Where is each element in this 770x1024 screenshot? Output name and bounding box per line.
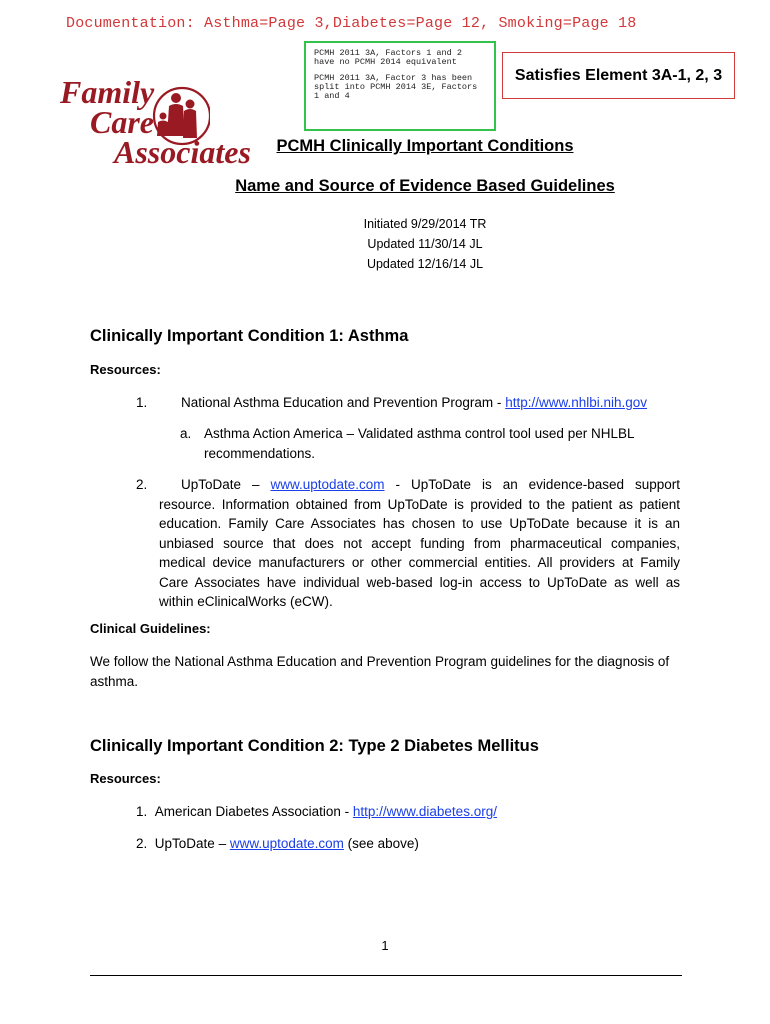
clinical-guidelines-label: Clinical Guidelines: bbox=[90, 621, 211, 636]
condition-1-resources-label: Resources: bbox=[90, 362, 161, 377]
element-satisfies-box bbox=[502, 52, 735, 99]
uptodate-link[interactable]: www.uptodate.com bbox=[229, 836, 344, 851]
condition-2-resources-label: Resources: bbox=[90, 771, 161, 786]
page-number: 1 bbox=[381, 938, 389, 953]
pcmh-note-box bbox=[304, 41, 496, 131]
logo-care-text: Care bbox=[90, 104, 154, 140]
resource-prefix: UpToDate – bbox=[181, 477, 271, 492]
clinical-guidelines-text: We follow the National Asthma Education and Prevention Program guidelines for the diagnosis of asthma. bbox=[90, 654, 670, 689]
resource-text: - UpToDate is an evidence-based support resource. Information obtained from UpToDate is provided to the patient as patient education. Family Care Associates has chosen to use UpToDate because it is an unbiased source that does not accept funding from pharmaceutical companies, medical device manufacturers or other commercial entities. All providers at Family Care Associates have individual web-based log-in access to UpToDate as well as within eClinicalWorks (eCW). bbox=[159, 477, 680, 609]
diabetes-link[interactable]: http://www.diabetes.org/ bbox=[352, 804, 497, 819]
condition-1-heading: Clinically Important Condition 1: Asthma bbox=[90, 327, 409, 345]
list-number: 1. bbox=[136, 395, 148, 410]
element-satisfies-text: Satisfies Element 3A-1, 2, 3 bbox=[514, 66, 723, 84]
diabetes-resource-2 bbox=[136, 834, 419, 854]
asthma-resource-2 bbox=[159, 475, 680, 612]
resource-suffix: (see above) bbox=[343, 836, 419, 851]
list-number: 2. bbox=[136, 477, 148, 492]
resource-text: Asthma Action America – Validated asthma control tool used per NHLBL recommendations. bbox=[204, 426, 634, 461]
pcmh-note-line: PCMH 2011 3A, Factor 3 has been split into PCMH 2014 3E, Factors 1 and 4 bbox=[314, 73, 478, 101]
revision-history bbox=[40, 214, 770, 274]
condition-2-heading: Clinically Important Condition 2: Type 2 Diabetes Mellitus bbox=[90, 737, 539, 755]
page-title: PCMH Clinically Important Conditions bbox=[276, 137, 574, 155]
revision-line: Updated 12/16/14 JL bbox=[366, 257, 484, 271]
resource-text: National Asthma Education and Prevention Program - bbox=[181, 395, 506, 410]
documentation-header: Documentation: Asthma=Page 3,Diabetes=Page 12, Smoking=Page 18 bbox=[66, 15, 637, 32]
pcmh-note-line: PCMH 2011 3A, Factors 1 and 2 have no PCMH 2014 equivalent bbox=[314, 48, 462, 67]
footer-divider bbox=[90, 975, 682, 976]
revision-line: Updated 11/30/14 JL bbox=[367, 237, 483, 251]
revision-line: Initiated 9/29/2014 TR bbox=[363, 217, 487, 231]
uptodate-link[interactable]: www.uptodate.com bbox=[270, 477, 385, 492]
logo-associates-text: Associates bbox=[114, 134, 251, 170]
nhlbi-link[interactable]: http://www.nhlbi.nih.gov bbox=[505, 395, 648, 410]
list-number: 2. bbox=[136, 836, 148, 851]
resource-text: UpToDate – bbox=[154, 836, 230, 851]
list-number: 1. bbox=[136, 804, 148, 819]
resource-text: American Diabetes Association - bbox=[154, 804, 353, 819]
list-letter: a. bbox=[180, 426, 192, 441]
family-care-associates-logo bbox=[60, 74, 251, 172]
logo-family-text: Family bbox=[60, 74, 155, 110]
page-subtitle: Name and Source of Evidence Based Guidelines bbox=[235, 177, 615, 195]
diabetes-resource-1 bbox=[136, 802, 497, 822]
asthma-resource-1a bbox=[180, 424, 680, 463]
